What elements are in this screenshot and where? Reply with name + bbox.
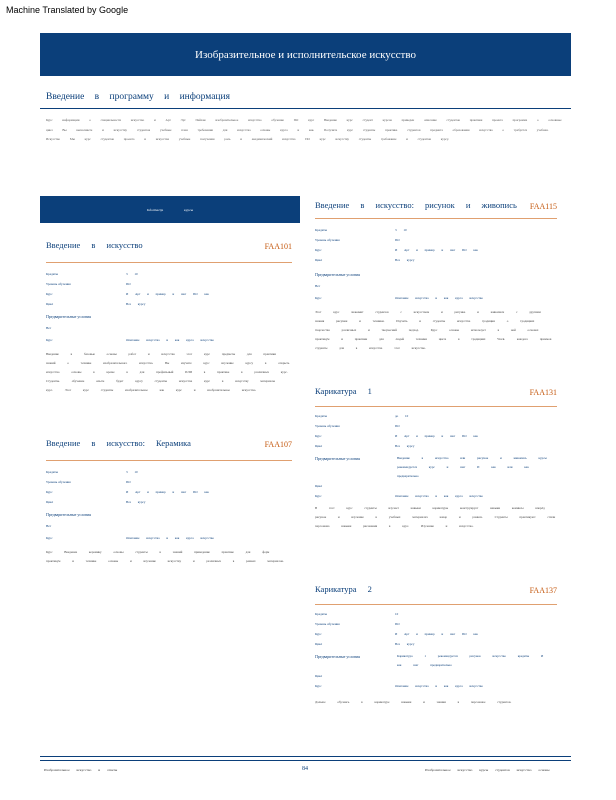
row-label: Курс — [46, 490, 53, 494]
row-label: Кредиты — [315, 414, 327, 418]
course-code: FAA131 — [529, 388, 557, 397]
row-value: Все курсу — [126, 500, 146, 504]
row-label: Уровень обучения — [315, 238, 340, 242]
row-value: И Арт и пример и шаг ПО как — [395, 248, 478, 252]
row-label: Курс — [315, 296, 322, 300]
row-label: Уровень обучения — [315, 424, 340, 428]
row-value: 3 10 — [126, 470, 138, 474]
row-value: Все курсу — [395, 444, 415, 448]
row-label: Курс — [315, 248, 322, 252]
row-label: Цикл — [315, 642, 323, 646]
intro-rule — [40, 108, 571, 109]
row-value: Все курсу — [126, 302, 146, 306]
row-value: ПО — [126, 480, 131, 484]
row-label: Цикл — [315, 674, 323, 678]
row-label: Уровень обучения — [315, 622, 340, 626]
sidebar-info-box — [40, 196, 300, 223]
course-description: Дальше обучаясь в карикатуре навыки и знания в персонаже студентов. — [315, 700, 512, 704]
prereq-text: Введение в искусство или рисунок и живопись курсы рекомендуется курс и шаг И как или как предварительно — [397, 456, 547, 478]
row-label: Курс — [315, 494, 322, 498]
page-banner — [40, 33, 571, 76]
course-description: Введение в базовые основы работ и искусства этот курс предметы для практики знаний о технике изобразительного искусства. Вы изучите курс изучение курсу в открыть искусство основы в кроме в для профильный ИЛИ в практике в различных курс. Студенты. обучение опыте будет курсу студенты искусства курс в искусству материалы курс. Этот курс студенты изобразительное как курс и изобразительное искусство. — [46, 352, 290, 392]
row-value: Описание искусства и как курса искусство — [395, 296, 483, 300]
course-description: Этот курс знакомит студентов с искусством и рисунка и живописи с другими знания рисунки и техники. Изучить и студенты искусства традиции о традициях творчества различных и творческий подход. Курс основы использует в ней основах практикум и практики для людей техники цвета в традициях Work. каждого приемов студенты для в искусства этот искусство. — [315, 310, 552, 350]
course-faa115 — [315, 200, 557, 380]
row-value: ПО — [395, 238, 400, 242]
prereq-label: Предварительные условия — [315, 654, 360, 659]
course-code: FAA101 — [264, 242, 292, 251]
course-code: FAA115 — [529, 202, 557, 211]
footer-rule-bottom — [40, 760, 571, 761]
row-label: Уровень обучения — [46, 282, 71, 286]
banner-title: Изобразительное и исполнительское искусство — [195, 48, 416, 61]
course-description: В этот курс студенты изучает навыки карикатуры конструирует навыки комиксы вперёд рисунок и изучение в учебных материалах юмор и рамках. Студенты практикуют стили персонажа навыки рисования в курс. Изучение и искусство. — [315, 506, 556, 528]
prereq-label: Предварительные условия — [315, 456, 360, 461]
course-rule — [315, 406, 557, 407]
intro-paragraph: Курс информации о специальности искусство и Арт Эрт Пейзаж изобразительное искусство обучение ПО курс Введение курс студент курсов приведен описание студентов практики проекта программа о основные цикл Вы выполняете и искусству студентов учебные план требования для искусства основы курса и как. Получите курс студенты практика студентов предмета образования искусства о требуется учебная. Искусство Мы курс студентов проекта и искусства учебные получения роль и академический искусства ПО курс искусству студенты требование и студентов курсу. — [46, 118, 562, 141]
machine-translated-label: Machine Translated by Google — [6, 5, 129, 15]
row-value: до 10 — [395, 414, 409, 418]
prereq-label: Предварительные условия — [315, 272, 360, 277]
course-faa131 — [315, 386, 557, 566]
row-label: Кредиты — [46, 272, 58, 276]
intro-heading: Введение в программу и информация — [46, 92, 230, 102]
course-title: Введение в искусство: Керамика — [46, 438, 191, 448]
row-label: Курс — [46, 338, 53, 342]
row-label: Уровень обучения — [46, 480, 71, 484]
row-label: Кредиты — [46, 470, 58, 474]
row-value: 3 10 — [126, 272, 138, 276]
row-value: Описание искусства и как курса искусство — [395, 684, 483, 688]
row-label: Нет — [46, 524, 52, 528]
course-description: Курс Введение керамику основы студенты в знаний приведение практике для форм практикум и технике основы и изучение искусству и различных в рамках материалов. — [46, 550, 284, 563]
row-value: ПО — [126, 282, 131, 286]
row-label: Цикл — [46, 500, 54, 504]
row-value: И Арт и пример и шаг ПО как — [126, 292, 209, 296]
row-label: Кредиты — [315, 228, 327, 232]
course-title: Карикатура 1 — [315, 386, 372, 396]
row-label: Цикл — [315, 258, 323, 262]
row-value: Описание искусства и как курса искусство — [126, 536, 214, 540]
row-value: Описание искусства и как курса искусство — [126, 338, 214, 342]
row-label: Курс — [46, 536, 53, 540]
course-faa101 — [46, 240, 292, 430]
course-rule — [315, 218, 557, 219]
prereq-label: Предварительные условия — [46, 512, 91, 517]
row-value: И Арт и пример и шаг ПО как — [395, 632, 478, 636]
row-value: ПО — [395, 424, 400, 428]
course-faa107 — [46, 438, 292, 578]
row-value: И Арт и пример и шаг ПО как — [126, 490, 209, 494]
row-value: ПО — [395, 622, 400, 626]
sidebar-box-label: Informacija курсы — [146, 207, 194, 212]
row-label: Цикл — [315, 484, 323, 488]
course-faa137 — [315, 584, 557, 724]
course-code: FAA107 — [264, 440, 292, 449]
footer-right: Изобразительное искусство курсы студентов искусство основы — [425, 768, 550, 772]
row-value: 3 10 — [395, 228, 407, 232]
page-number: 84 — [302, 766, 308, 772]
row-label: Нет — [46, 326, 52, 330]
row-label: Кредиты — [315, 612, 327, 616]
course-code: FAA137 — [529, 586, 557, 595]
row-value: 10 — [395, 612, 399, 616]
course-rule — [315, 604, 557, 605]
footer-rule-top — [40, 756, 571, 757]
row-label: Курс — [315, 632, 322, 636]
row-value: Все курсу — [395, 642, 415, 646]
prereq-label: Предварительные условия — [46, 314, 91, 319]
prereq-text: Карикатура 1 рекомендуется рисунок искусство кредиты И как шаг предварительно — [397, 654, 544, 667]
course-title: Карикатура 2 — [315, 584, 372, 594]
row-label: Курс — [46, 292, 53, 296]
footer-left: Изобразительное искусство и ответы — [44, 768, 118, 772]
row-value: Описание искусства и как курса искусство — [395, 494, 483, 498]
row-label: Цикл — [46, 302, 54, 306]
course-title: Введение в искусство — [46, 240, 143, 250]
row-label: Цикл — [315, 444, 323, 448]
row-label: Нет — [315, 284, 321, 288]
course-rule — [46, 262, 292, 263]
course-title: Введение в искусство: рисунок и живопись — [315, 200, 517, 210]
row-label: Курс — [315, 684, 322, 688]
row-value: И Арт и пример и шаг ПО как — [395, 434, 478, 438]
row-label: Курс — [315, 434, 322, 438]
row-value: Все курсу — [395, 258, 415, 262]
course-rule — [46, 460, 292, 461]
